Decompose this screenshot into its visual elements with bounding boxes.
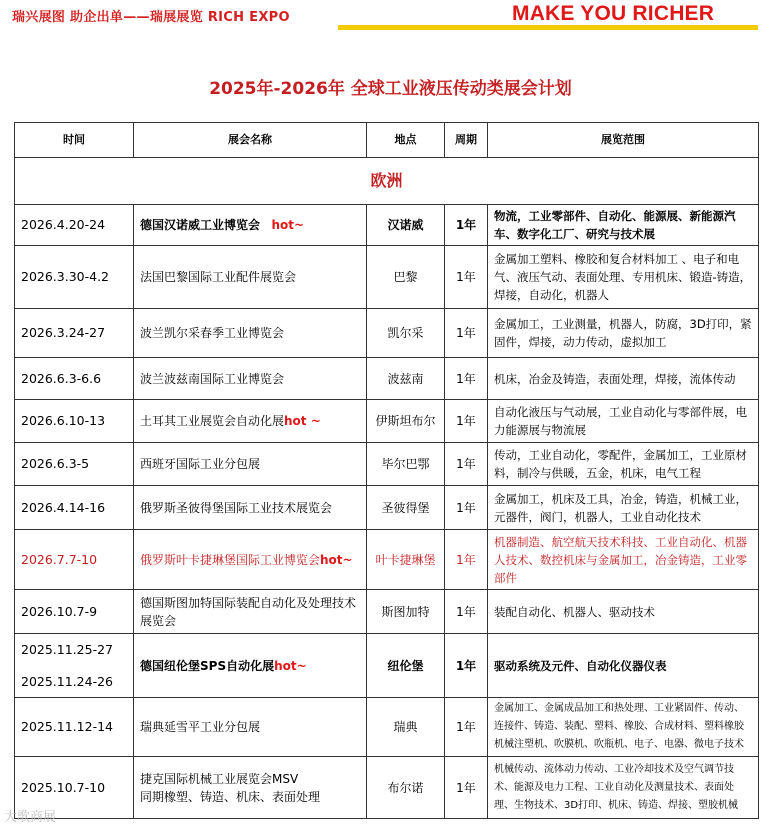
row-scope: 自动化液压与气动展，工业自动化与零部件展，电力能源展与物流展 <box>488 400 759 443</box>
row-cycle: 1年 <box>445 698 488 757</box>
row-cycle: 1年 <box>445 634 488 698</box>
row-date-alt: 2025.11.24-26 <box>21 673 113 689</box>
row-name: 西班牙国际工业分包展 <box>134 443 367 486</box>
row-city: 凯尔采 <box>367 309 445 358</box>
table-row <box>15 309 759 358</box>
row-city: 瑞典 <box>367 698 445 757</box>
row-scope: 机器制造、航空航天技术科技、工业自动化、机器人技术、数控机床与金属加工，冶金铸造，工业零部件 <box>488 530 759 590</box>
column-header-name: 展会名称 <box>134 123 367 158</box>
row-cycle: 1年 <box>445 309 488 358</box>
row-name: 德国斯图加特国际装配自动化及处理技术展览会 <box>134 590 367 634</box>
row-name: 俄罗斯叶卡捷琳堡国际工业博览会 <box>140 552 321 567</box>
row-city: 毕尔巴鄂 <box>367 443 445 486</box>
row-date: 2026.3.30-4.2 <box>15 246 134 309</box>
row-date: 2026.6.3-6.6 <box>15 358 134 400</box>
row-name-cell <box>134 400 367 443</box>
row-scope: 驱动系统及元件、自动化仪器仪表 <box>488 634 759 698</box>
row-cycle: 1年 <box>445 400 488 443</box>
header-slogan: MAKE YOU RICHER <box>512 2 715 25</box>
row-scope: 金属加工，机床及工具，冶金，铸造，机械工业，元器件，阀门，机器人，工业自动化技术 <box>488 486 759 530</box>
table-row <box>15 757 759 819</box>
row-date: 2026.10.7-9 <box>15 590 134 634</box>
row-date: 2026.3.24-27 <box>15 309 134 358</box>
row-scope: 金属加工塑料、橡胶和复合材料加工 、电子和电气、液压气动、表面处理、专用机床、锻造-铸造，焊接，自动化，机器人 <box>488 246 759 309</box>
table-row <box>15 400 759 443</box>
row-name: 法国巴黎国际工业配件展览会 <box>134 246 367 309</box>
row-name: 德国纽伦堡SPS自动化展 <box>140 658 275 673</box>
row-city: 圣彼得堡 <box>367 486 445 530</box>
row-cycle: 1年 <box>445 358 488 400</box>
table-row <box>15 246 759 309</box>
hot-tag: hot~ <box>271 218 305 232</box>
row-name: 波兰凯尔采春季工业博览会 <box>134 309 367 358</box>
table-row <box>15 358 759 400</box>
row-city: 伊斯坦布尔 <box>367 400 445 443</box>
row-name-cell <box>134 757 367 819</box>
row-city: 汉诺威 <box>367 205 445 246</box>
header-accent-bar <box>338 25 758 30</box>
row-date: 2026.4.14-16 <box>15 486 134 530</box>
row-scope: 装配自动化、机器人、驱动技术 <box>488 590 759 634</box>
row-city: 巴黎 <box>367 246 445 309</box>
table-row <box>15 530 759 590</box>
row-name-cell <box>134 205 367 246</box>
row-city: 波兹南 <box>367 358 445 400</box>
row-scope: 传动，工业自动化，零配件，金属加工，工业原材料，制冷与供暖，五金，机床，电气工程 <box>488 443 759 486</box>
exhibition-table <box>14 122 759 819</box>
table-row <box>15 443 759 486</box>
row-city: 斯图加特 <box>367 590 445 634</box>
row-scope: 物流，工业零部件、自动化、能源展、新能源汽车、数字化工厂、研究与技术展 <box>488 205 759 246</box>
row-date: 2026.6.3-5 <box>15 443 134 486</box>
row-name: 捷克国际机械工业展览会MSV <box>140 771 299 786</box>
row-date: 2025.11.12-14 <box>15 698 134 757</box>
row-name: 波兰波兹南国际工业博览会 <box>134 358 367 400</box>
column-header-date: 时间 <box>15 123 134 158</box>
row-city: 布尔诺 <box>367 757 445 819</box>
table-row <box>15 205 759 246</box>
table-header-row <box>15 123 759 158</box>
row-scope: 金属加工、金属成品加工和热处理、工业紧固件、传动、连接件、铸造、装配、塑料、橡胶、合成材料、塑料橡胶机械注塑机、吹膜机、吹瓶机、电子、电器、微电子技术 <box>488 698 759 757</box>
row-cycle: 1年 <box>445 443 488 486</box>
row-scope: 机械传动、流体动力传动、工业冷却技术及空气调节技术、能源及电力工程、工业自动化及测量技术、表面处理、生物技术、3D打印、机床、铸造、焊接、塑胶机械 <box>488 757 759 819</box>
header-tagline: 瑞兴展图 助企出单——瑞展展览 RICH EXPO <box>12 10 290 25</box>
table-row <box>15 590 759 634</box>
row-cycle: 1年 <box>445 205 488 246</box>
row-date: 2026.7.7-10 <box>15 530 134 590</box>
column-header-city: 地点 <box>367 123 445 158</box>
hot-tag: hot~ <box>320 552 353 567</box>
region-row <box>15 158 759 205</box>
row-cycle: 1年 <box>445 757 488 819</box>
hot-tag: hot ~ <box>284 414 321 428</box>
row-name-sub: 同期橡塑、铸造、机床、表面处理 <box>140 789 321 804</box>
table-row <box>15 634 759 698</box>
row-scope: 机床，冶金及铸造，表面处理，焊接，流体传动 <box>488 358 759 400</box>
row-name: 土耳其工业展览会自动化展 <box>140 414 285 428</box>
row-date: 2026.4.20-24 <box>15 205 134 246</box>
row-cycle: 1年 <box>445 246 488 309</box>
row-name: 德国汉诺威工业博览会 <box>140 218 261 232</box>
page-title: 2025年-2026年 全球工业液压传动类展会计划 <box>209 79 572 99</box>
table-row <box>15 486 759 530</box>
row-cycle: 1年 <box>445 530 488 590</box>
row-name-cell <box>134 530 367 590</box>
region-label: 欧洲 <box>15 158 759 205</box>
row-name: 瑞典延雪平工业分包展 <box>134 698 367 757</box>
column-header-scope: 展览范围 <box>488 123 759 158</box>
hot-tag: hot~ <box>274 658 307 673</box>
row-cycle: 1年 <box>445 486 488 530</box>
row-city: 叶卡捷琳堡 <box>367 530 445 590</box>
row-date: 2025.11.25-27 <box>21 641 113 657</box>
row-city: 纽伦堡 <box>367 634 445 698</box>
row-name-cell <box>134 634 367 698</box>
row-cycle: 1年 <box>445 590 488 634</box>
row-date: 2026.6.10-13 <box>15 400 134 443</box>
watermark: 大歌商展 <box>4 810 57 825</box>
column-header-cycle: 周期 <box>445 123 488 158</box>
row-name: 俄罗斯圣彼得堡国际工业技术展览会 <box>134 486 367 530</box>
row-date: 2025.10.7-10 <box>15 757 134 819</box>
table-row <box>15 698 759 757</box>
row-date-cell <box>15 634 134 698</box>
row-scope: 金属加工，工业测量，机器人，防腐，3D打印，紧固件，焊接，动力传动，虚拟加工 <box>488 309 759 358</box>
